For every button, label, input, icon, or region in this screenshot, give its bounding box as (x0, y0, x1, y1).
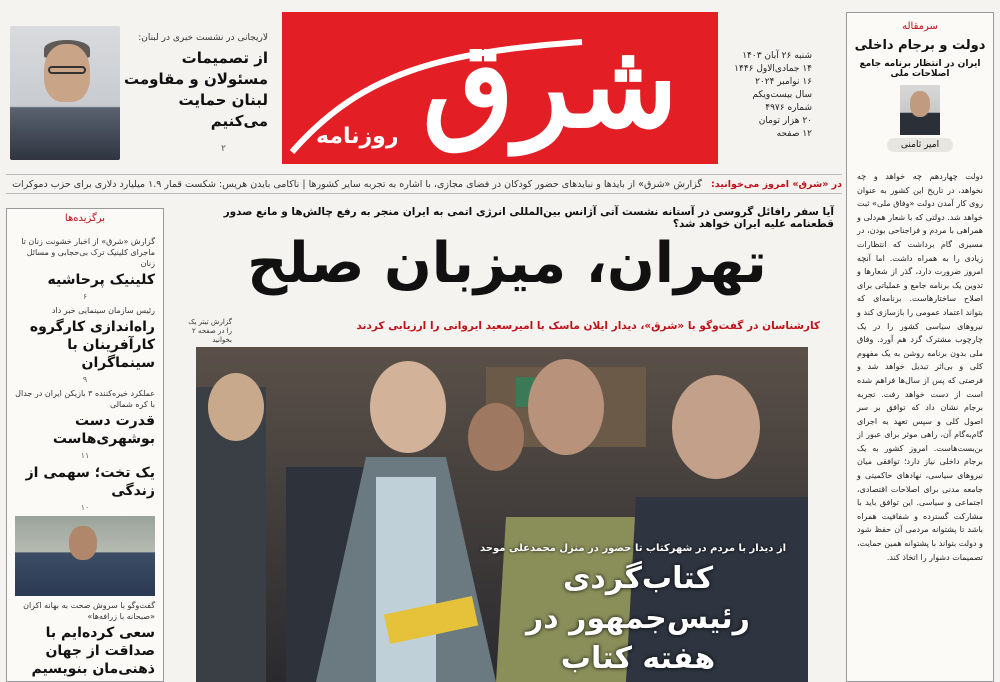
highlight-item[interactable] (7, 305, 163, 384)
editorial-subtitle: ایران در انتظار برنامه جامع اصلاحات ملی (859, 59, 981, 79)
teaser-kicker: لاریجانی در نشست خبری در لبنان: (138, 33, 268, 43)
masthead[interactable] (282, 12, 718, 164)
highlight-page: ۱۱ (80, 451, 90, 460)
masthead-logo-sub: روزنامه (316, 124, 399, 149)
highlights-column[interactable] (6, 208, 164, 682)
top-teaser[interactable] (6, 10, 268, 160)
highlight-sub: گفت‌وگو با سروش صحت به بهانه اکران «صبحانه با زرافه‌ها» (23, 601, 155, 621)
ticker-text[interactable]: گزارش «شرق» از بایدها و نبایدهای حضور کودکان در فضای مجازی، با اشاره به تجربه سایر کشورها | ناکامی بایدن هریس: شکست قمار ۱.۹ میلیارد دلاری برای حزب دموکرات (12, 179, 702, 190)
pub-price: ۲۰ هزار تومان (758, 116, 812, 126)
highlight-item[interactable] (7, 236, 163, 301)
highlights-kicker: برگزیده‌ها (64, 213, 106, 224)
highlight-item[interactable] (7, 600, 163, 678)
pub-issue: شماره ۴۹۷۶ (765, 103, 812, 113)
highlight-photo (15, 516, 155, 596)
highlight-page: ۶ (82, 292, 88, 301)
editorial-kicker: سرمقاله (902, 21, 938, 32)
highlight-headline[interactable]: قدرت دست بوشهری‌هاست (52, 413, 155, 447)
highlight-sub: گزارش «شرق» از اخبار خشونت زنان تا ماجرای کلینیک ترک بی‌حجابی و مسائل زنان (21, 237, 155, 268)
highlight-sub: رئیس سازمان سینمایی خبر داد (51, 306, 155, 315)
pub-date-gregorian: ۱۶ نوامبر ۲۰۲۴ (755, 77, 812, 87)
editorial-title[interactable]: دولت و برجام داخلی (854, 38, 986, 53)
ticker-label: در «شرق» امروز می‌خوانید: (711, 179, 842, 190)
editorial-column[interactable] (846, 12, 994, 682)
author-photo (900, 85, 940, 135)
main-subhead[interactable]: کارشناسان در گفت‌وگو با «شرق»، دیدار ایلان ماسک با امیرسعید ایروانی را ارزیابی کردند (356, 320, 820, 332)
teaser-portrait (10, 26, 120, 160)
publication-info (726, 50, 812, 141)
editorial-body: دولت چهاردهم چه خواهد و چه نخواهد، در تاریخ این کشور به عنوان روی کار آمدن دولت «وفاق ملی» ثبت خواهد شد. دولتی که با شعار هم‌دلی و همراهی با مردم و فراجناحی بودن، در مسیری گام برداشت که انتظارات زیادی را به همراه داشت. اما آنچه امروز ضرورت دارد، گذر از شعارها و تدوین یک برنامه جامع و عملیاتی برای اصلاح ساختارهاست. برنامه‌ای که بتواند اعتماد عمومی را بازسازی کند و نیروهای سیاسی کشور را در یک چارچوب مشترک گرد هم آورد. وفاق ملی بدون برنامه روشن به یک مفهوم کلی و بی‌اثر تبدیل خواهد شد و فرصتی که پس از سال‌ها فراهم شده است از دست خواهد رفت. تجربه برجام نشان داد که توافق بر سر اصول کلی و سپس تعهد به اجرای گام‌به‌گام آن، راهی موثر برای عبور از بن‌بست‌هاست. امروز کشور به یک برجام داخلی نیاز دارد؛ توافقی میان نیروهای سیاسی، نهادهای حاکمیتی و جامعه مدنی برای اصلاحات اقتصادی، اجتماعی و سیاسی. این توافق باید با مشارکت گسترده و شفافیت همراه باشد تا پشتوانه مردمی آن حفظ شود و دولت بتواند با پشتوانه همین حمایت، تصمیمات دشوار را اتخاذ کند. (857, 172, 983, 562)
teaser-page-number: ۲ (221, 144, 226, 154)
lead-page-reference: گزارش تیتر یک را در صفحه ۲ بخوانید (188, 318, 232, 344)
highlight-page: ۹ (82, 375, 88, 384)
highlight-item[interactable] (7, 388, 163, 460)
pub-date-persian: شنبه ۲۶ آبان ۱۴۰۳ (742, 51, 812, 61)
masthead-logo: شرق (422, 15, 678, 154)
highlight-sub: عملکرد خیره‌کننده ۳ بازیکن ایران در جدال با کره شمالی (15, 389, 155, 409)
editorial-author: امیر ثامنی (887, 138, 953, 152)
main-photo[interactable] (196, 347, 808, 682)
main-headline[interactable]: تهران، میزبان صلح (247, 231, 767, 296)
today-ticker[interactable] (6, 174, 842, 194)
highlight-headline[interactable]: یک تخت؛ سهمی از زندگی (25, 465, 155, 499)
highlight-headline[interactable]: کلینیک پرحاشیه (47, 272, 155, 288)
photo-caption[interactable]: کتاب‌گردی رئیس‌جمهور در هفته کتاب (526, 561, 750, 676)
pub-pages: ۱۲ صفحه (776, 129, 812, 139)
highlight-headline[interactable]: راه‌اندازی کارگروه کارآفرینان با سینماگران (29, 319, 155, 371)
photo-caption-kicker: از دیدار با مردم در شهرکتاب تا حضور در منزل محمدعلی موحد (480, 543, 786, 554)
pub-date-hijri: ۱۴ جمادی‌الاول ۱۴۴۶ (734, 64, 812, 74)
main-overline: آیا سفر رافائل گروسی در آستانه نشست آتی آژانس بین‌المللی انرژی اتمی به ایران منجر به رفع چالش‌ها و مانع صدور قطعنامه علیه ایران خواهد شد؟ (223, 206, 834, 230)
highlight-headline[interactable]: سعی کرده‌ایم با صداقت از جهان ذهنی‌مان بنویسیم (31, 625, 155, 677)
highlight-item[interactable] (7, 464, 163, 512)
highlight-page: ۱۰ (80, 503, 90, 512)
teaser-headline[interactable]: از تصمیمات مسئولان و مقاومت لبنان حمایت می‌کنیم (123, 49, 268, 130)
pub-year: سال بیست‌ویکم (752, 90, 812, 100)
